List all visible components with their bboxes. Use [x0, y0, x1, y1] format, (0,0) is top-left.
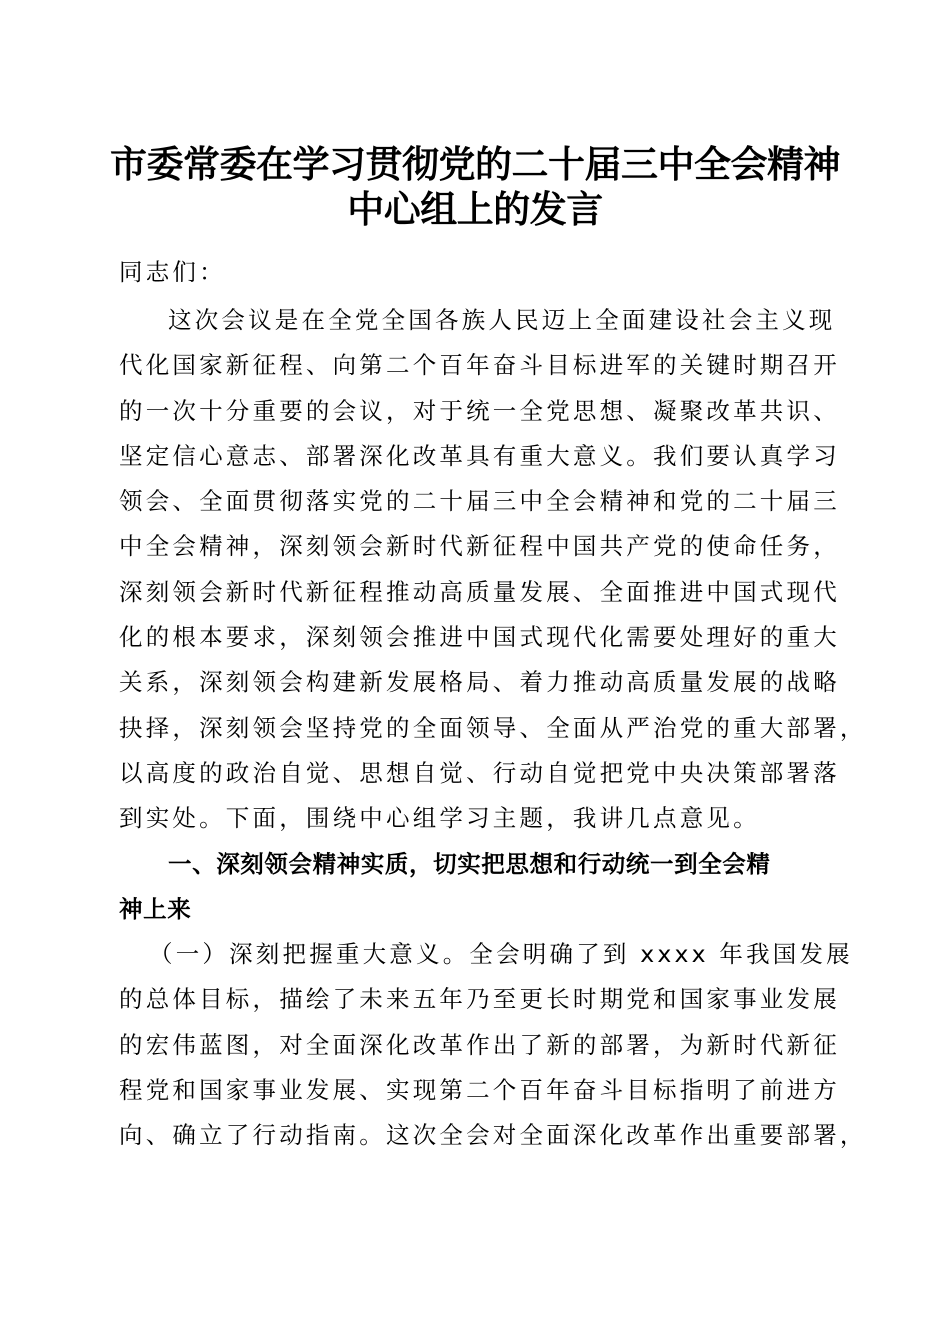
paragraph-line: 以高度的政治自觉、思想自觉、行动自觉把党中央决策部署落	[119, 758, 840, 787]
subsection-1-paragraph	[119, 932, 867, 1158]
paragraph-line: 中全会精神，深刻领会新时代新征程中国共产党的使命任务，	[119, 532, 840, 561]
paragraph-line: 代化国家新征程、向第二个百年奋斗目标进军的关键时期召开	[119, 351, 840, 380]
title-line-1: 市委常委在学习贯彻党的二十届三中全会精神	[110, 142, 840, 186]
document-body	[119, 250, 867, 1159]
paragraph-line: 抉择，深刻领会坚持党的全面领导、全面从严治党的重大部署，	[119, 713, 867, 742]
heading-line: 神上来	[119, 894, 192, 923]
title-line-2: 中心组上的发言	[347, 187, 603, 232]
intro-paragraph	[119, 298, 867, 842]
paragraph-line: 这次会议是在全党全国各族人民迈上全面建设社会主义现	[168, 306, 836, 334]
paragraph-line: 到实处。下面，围绕中心组学习主题，我讲几点意见。	[119, 804, 760, 833]
heading-line: 一、深刻领会精神实质，切实把思想和行动统一到全会精	[168, 849, 771, 878]
paragraph-line: 关系，深刻领会构建新发展格局、着力推动高质量发展的战略	[119, 668, 840, 697]
paragraph-line: 的总体目标，描绘了未来五年乃至更长时期党和国家事业发展	[119, 985, 840, 1014]
paragraph-line: 的一次十分重要的会议，对于统一全党思想、凝聚改革共识、	[119, 396, 840, 425]
paragraph-line: 坚定信心意志、部署深化改革具有重大意义。我们要认真学习	[119, 441, 840, 470]
paragraph-line: （一）深刻把握重大意义。全会明确了到 xxxx 年我国发展	[149, 940, 853, 969]
section-1-heading	[119, 842, 831, 933]
paragraph-line: 化的根本要求，深刻领会推进中国式现代化需要处理好的重大	[119, 623, 840, 652]
paragraph-line: 领会、全面贯彻落实党的二十届三中全会精神和党的二十届三	[119, 487, 840, 516]
salutation: 同志们：	[119, 258, 226, 286]
document-title	[100, 138, 850, 232]
paragraph-line: 向、确立了行动指南。这次全会对全面深化改革作出重要部署，	[119, 1121, 867, 1150]
paragraph-line: 深刻领会新时代新征程推动高质量发展、全面推进中国式现代	[119, 577, 840, 606]
paragraph-line: 的宏伟蓝图，对全面深化改革作出了新的部署，为新时代新征	[119, 1030, 840, 1059]
paragraph-line: 程党和国家事业发展、实现第二个百年奋斗目标指明了前进方	[119, 1076, 840, 1105]
